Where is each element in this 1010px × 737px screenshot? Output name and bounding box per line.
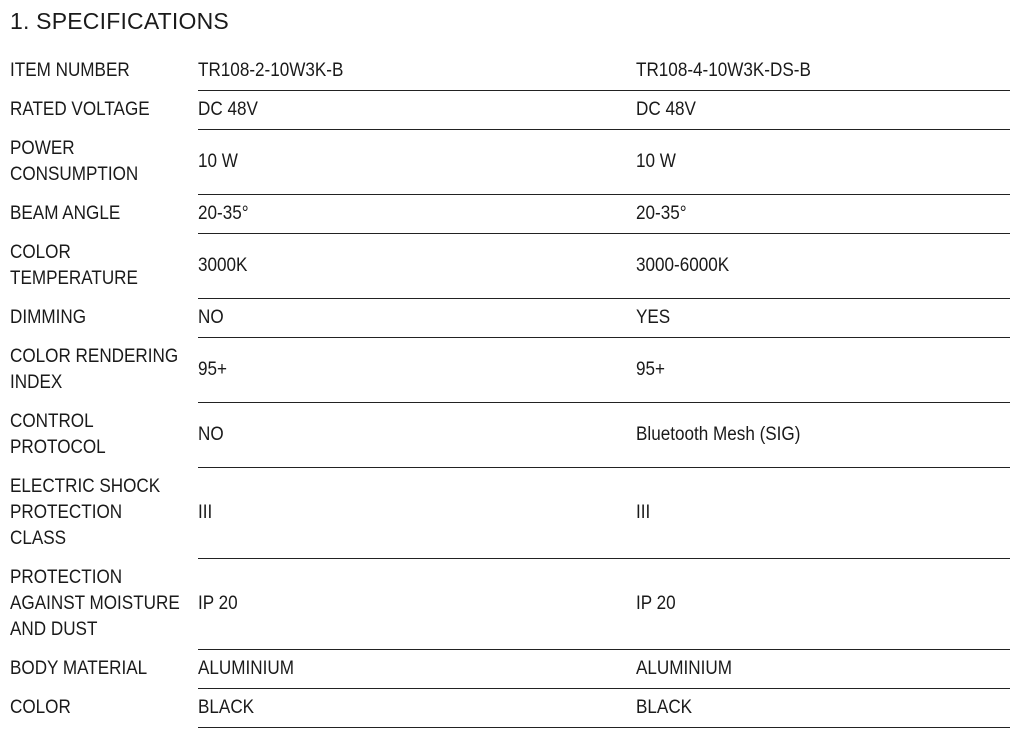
- spec-value-model-a: 3000K: [198, 255, 248, 276]
- spec-row: [0, 468, 1010, 559]
- spec-label-text: COLOR RENDERING INDEX: [10, 346, 179, 393]
- spec-value-model-a: IP 20: [198, 593, 238, 614]
- spec-row: [0, 195, 1010, 234]
- spec-value-model-b: Bluetooth Mesh (SIG): [636, 424, 801, 445]
- spec-row: [0, 299, 1010, 338]
- spec-value-model-a: III: [198, 502, 213, 523]
- spec-label: [10, 559, 199, 649]
- spec-label: [10, 468, 199, 558]
- spec-label-text: POWER CONSUMPTION: [10, 138, 139, 185]
- spec-label: [10, 234, 199, 298]
- spec-label-text: DIMMING: [10, 307, 86, 328]
- spec-value-model-a: BLACK: [198, 697, 255, 718]
- spec-value-model-b: III: [636, 502, 651, 523]
- spec-label: [10, 338, 199, 402]
- spec-value-model-b: YES: [636, 307, 671, 328]
- spec-label: [10, 689, 199, 727]
- spec-label: [10, 52, 199, 90]
- spec-row: [0, 130, 1010, 195]
- spec-value-model-b: IP 20: [636, 593, 676, 614]
- spec-label: [10, 403, 199, 467]
- spec-label-text: BEAM ANGLE: [10, 203, 121, 224]
- spec-value-model-b: 95+: [636, 359, 666, 380]
- spec-row: [0, 650, 1010, 689]
- spec-value-model-b: DC 48V: [636, 99, 696, 120]
- spec-row: [0, 403, 1010, 468]
- spec-value-model-a: 20-35°: [198, 203, 249, 224]
- spec-label-text: ITEM NUMBER: [10, 60, 130, 81]
- spec-value-model-a: ALUMINIUM: [198, 658, 294, 679]
- spec-label-text: ELECTRIC SHOCK PROTECTION CLASS: [10, 476, 161, 549]
- spec-value-model-a: DC 48V: [198, 99, 258, 120]
- spec-value-model-a: 95+: [198, 359, 228, 380]
- spec-label: [10, 91, 199, 129]
- spec-label: [10, 299, 199, 337]
- spec-row: [0, 91, 1010, 130]
- spec-label: [10, 195, 199, 233]
- spec-label-text: PROTECTION AGAINST MOISTURE AND DUST: [10, 567, 180, 640]
- spec-value-model-a: 10 W: [198, 151, 238, 172]
- spec-value-model-b: 20-35°: [636, 203, 687, 224]
- spec-row: [0, 234, 1010, 299]
- spec-label-text: RATED VOLTAGE: [10, 99, 150, 120]
- spec-row: [0, 52, 1010, 91]
- spec-row: [0, 689, 1010, 728]
- spec-row: [0, 559, 1010, 650]
- spec-label-text: COLOR TEMPERATURE: [10, 242, 138, 289]
- spec-row: [0, 338, 1010, 403]
- spec-label-text: BODY MATERIAL: [10, 658, 148, 679]
- spec-value-model-b: 3000-6000K: [636, 255, 730, 276]
- spec-value-model-a: TR108-2-10W3K-B: [198, 60, 344, 81]
- spec-value-model-b: 10 W: [636, 151, 676, 172]
- spec-label: [10, 130, 199, 194]
- spec-value-model-b: TR108-4-10W3K-DS-B: [636, 60, 811, 81]
- spec-value-model-b: ALUMINIUM: [636, 658, 732, 679]
- spec-value-model-a: NO: [198, 424, 224, 445]
- specifications-table: [0, 52, 1010, 728]
- spec-label-text: COLOR: [10, 697, 71, 718]
- section-heading: 1. SPECIFICATIONS: [10, 8, 229, 34]
- spec-label: [10, 650, 199, 688]
- spec-label-text: CONTROL PROTOCOL: [10, 411, 106, 458]
- spec-value-model-a: NO: [198, 307, 224, 328]
- spec-value-model-b: BLACK: [636, 697, 693, 718]
